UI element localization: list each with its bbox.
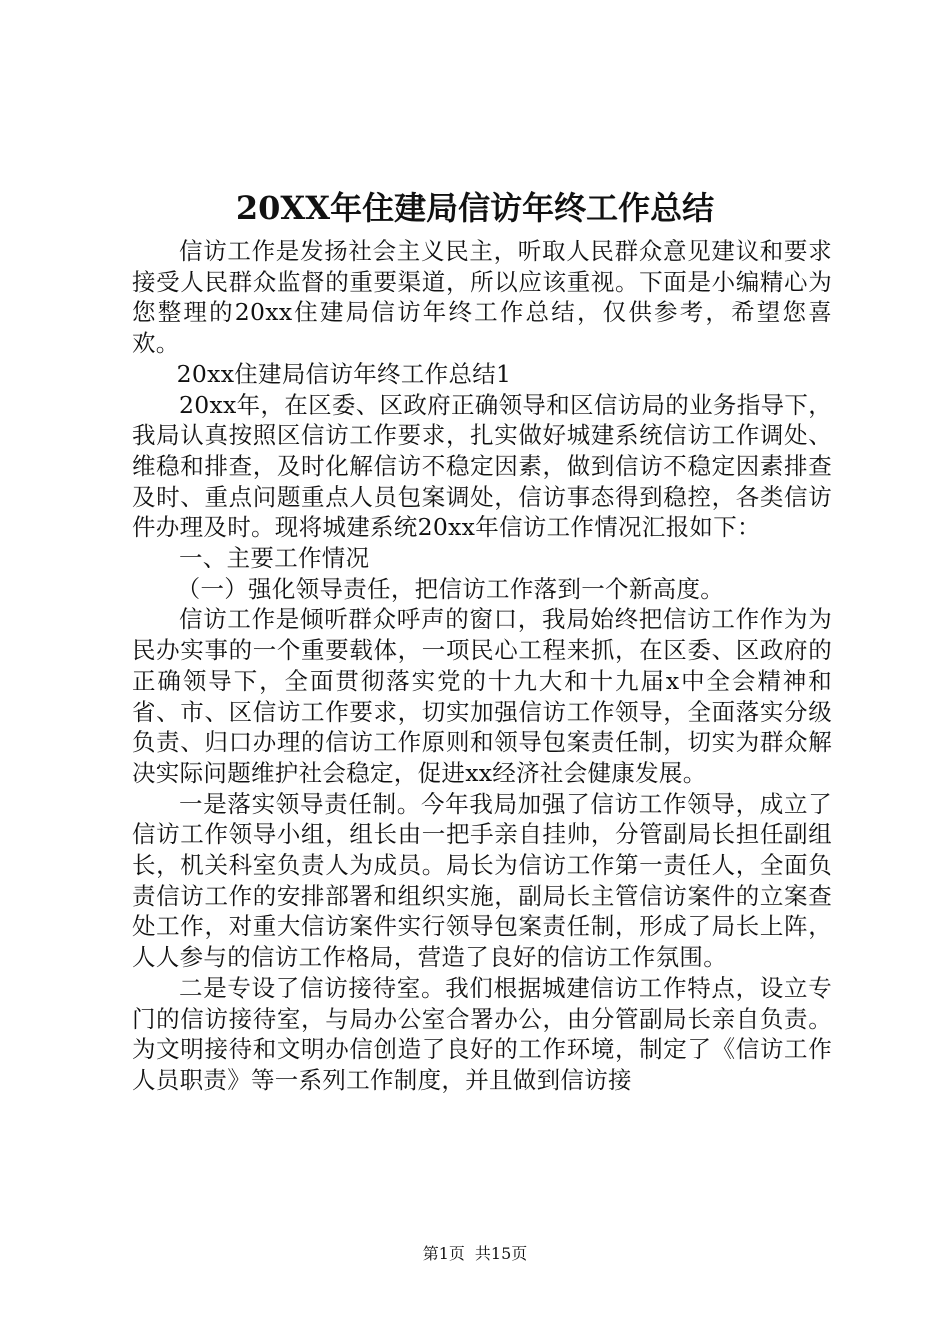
- section-heading-summary-1: 20xx住建局信访年终工作总结1: [176, 359, 512, 388]
- paragraph-leadership: 信访工作是倾听群众呼声的窗口，我局始终把信访工作作为为民办实事的一个重要载体，一项民心工程来抓，在区委、区政府的正确领导下，全面贯彻落实党的十九大和十九届x中全会精神和省、市、区信访工作要求，切实加强信访工作领导，全面落实分级负责、归口办理的信访工作原则和领导包案责任制，切实为群众解决实际问题维护社会稳定，促进xx经济社会健康发展。: [132, 605, 832, 787]
- document-body: [132, 236, 832, 1096]
- paragraph-responsibility-system: 一是落实领导责任制。今年我局加强了信访工作领导，成立了信访工作领导小组，组长由一把手亲自挂帅，分管副局长担任副组长，机关科室负责人为成员。局长为信访工作第一责任人，全面负责信访工作的安排部署和组织实施，副局长主管信访案件的立案查处工作，对重大信访案件实行领导包案责任制，形成了局长上阵，人人参与的信访工作格局，营造了良好的信访工作氛围。: [132, 789, 832, 972]
- document-title: 20XX年住建局信访年终工作总结: [235, 189, 715, 227]
- page-number: 第1页: [422, 1244, 465, 1263]
- page-total: 共15页: [474, 1244, 528, 1263]
- paragraph-reception-room: 二是专设了信访接待室。我们根据城建信访工作特点，设立专门的信访接待室，与局办公室合署办公，由分管副局长亲自负责。为文明接待和文明办信创造了良好的工作环境，制定了《信访工作人员职责》等一系列工作制度，并且做到信访接: [132, 973, 832, 1094]
- paragraph-overview: 20xx年，在区委、区政府正确领导和区信访局的业务指导下，我局认真按照区信访工作要求，扎实做好城建系统信访工作调处、维稳和排查，及时化解信访不稳定因素，做到信访不稳定因素排查及时、重点问题重点人员包案调处，信访事态得到稳控，各类信访件办理及时。现将城建系统20xx年信访工作情况汇报如下：: [132, 390, 832, 542]
- subsection-heading-leadership: （一）强化领导责任，把信访工作落到一个新高度。: [176, 574, 725, 603]
- section-heading-main-work: 一、主要工作情况: [179, 544, 370, 573]
- paragraph-intro: 信访工作是发扬社会主义民主，听取人民群众意见建议和要求接受人民群众监督的重要渠道，所以应该重视。下面是小编精心为您整理的20xx住建局信访年终工作总结，仅供参考，希望您喜欢。: [132, 237, 832, 358]
- page-footer: [0, 1244, 950, 1264]
